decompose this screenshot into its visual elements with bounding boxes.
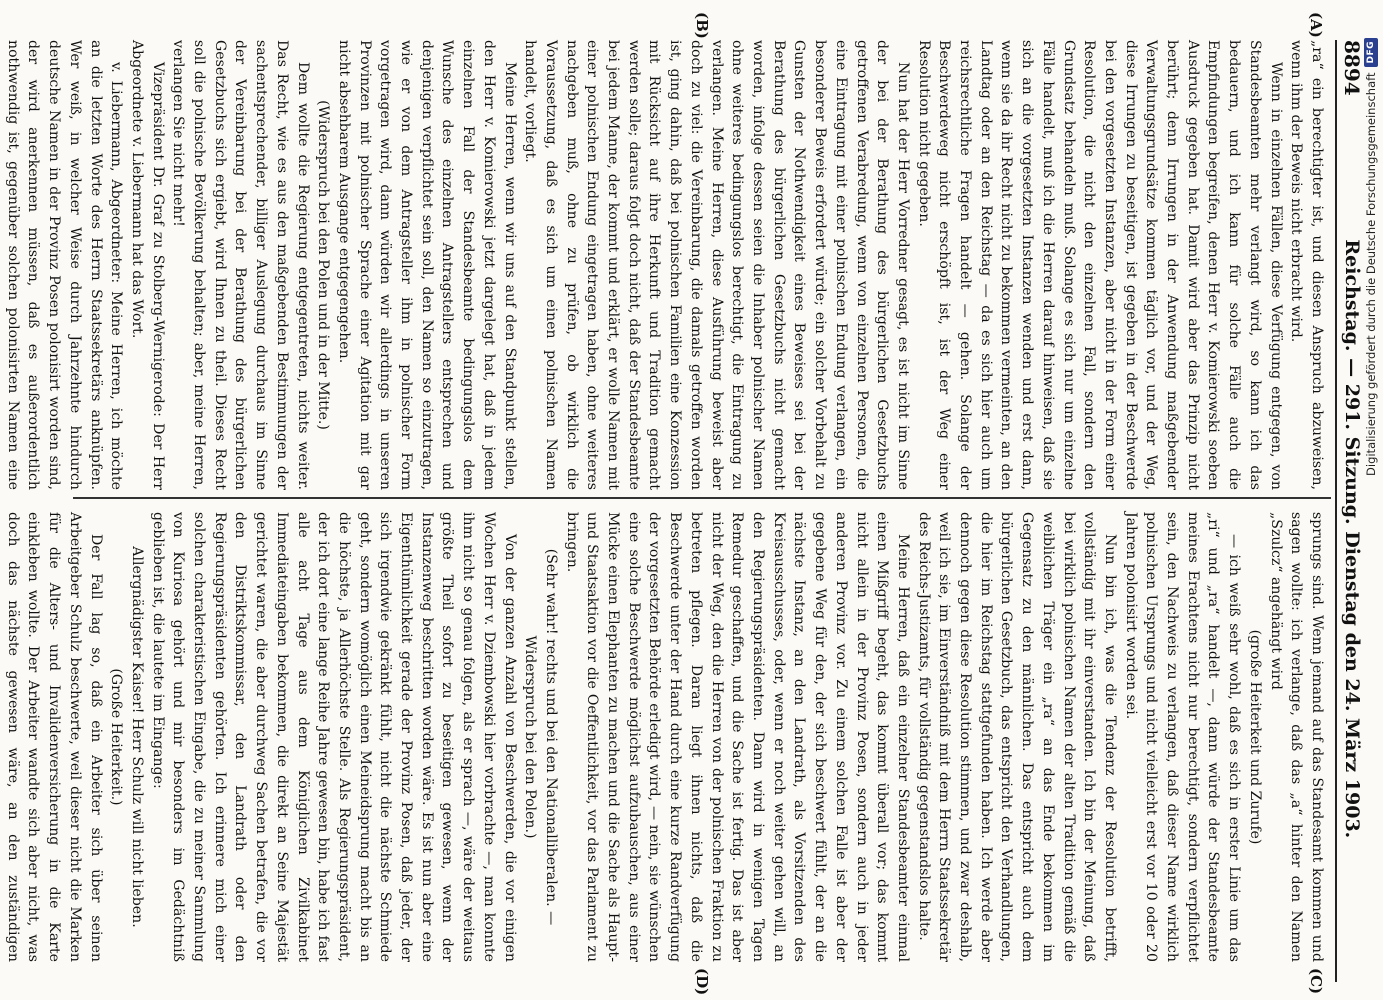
- margin-mark-c: (C): [1307, 968, 1325, 995]
- paragraph: sprungs sind. Wenn jemand auf das Standesamt kommen und sagen wollte: ich verlange, daß das „a“ hinter den Namen „Szulcz“ angehängt wird: [1267, 512, 1325, 962]
- margin-mark-b: (B): [693, 12, 711, 39]
- interjection: (große Heiterkeit und Zurufe): [1246, 629, 1263, 845]
- paragraph: Wenn in einzelnen Fällen, diese Verfügung entgegen, von Standesbeamten mehr verlangt wird, so kann ich das bedauern, und ich kann für solche Fälle auch die Empfindungen begreifen, denen Herr v. Komierowski soeben Ausdruck gegeben hat. Damit wird aber das Prinzip nicht berührt; denn Irrungen in der Anwendung maßgebender Verwaltungsgrundsätze kommen täglich vor, und der Weg, diese Irrungen zu beseitigen, ist gegeben in der Beschwerde bei den vorgesetzten Instanzen, aber nicht in der Form einer Resolution, die nicht den einzelnen Fall, sondern den Grundsatz behandeln muß. Solange es sich nur um einzelne Fälle handelt, muß ich die Herren darauf hinweisen, daß sie sich an die vorgesetzten Instanzen wenden und erst dann, wenn sie da ihr Recht nicht zu bekommen vermeinten, an den Landtag oder an den Reichstag — da es sich hier auch um reichsrechtliche Fragen handelt — gehen. Solange der Beschwerdeweg nicht erschöpft ist, ist der Weg einer Resolution nicht gegeben.: [915, 40, 1284, 490]
- imprint-text: Digitalisierung gefördert durch die Deutsche Forschungsgemeinschaft: [1363, 72, 1378, 476]
- speaker-paragraph: Vizepräsident Dr. Graf zu Stolberg-Wernigerode: Der Herr Abgeordnete v. Liebermann hat das Wort.: [128, 40, 166, 490]
- speaker-paragraph: v. Liebermann, Abgeordneter: Meine Herren, ich möchte an die letzten Worte des Herrn Staatssekretärs anknüpfen. Wer weiß, in welcher Weise durch Jahrzehnte hindurch deutsche Namen in der Provinz Posen polonisirt worden sind, der wird anerkennen müssen, daß es außerordentlich nothwendig ist, gegenüber solchen polonisirten Namen eine: [4, 40, 125, 490]
- quotation: Allergnädigster Kaiser! Herr Schulz will nicht lieben.: [128, 546, 145, 928]
- margin-mark-d: (D): [693, 968, 711, 996]
- paragraph: Meine Herren, daß ein einzelner Standesbeamter einmal einen Mißgriff begeht, das kommt überall vor; das kommt nicht allein in der Provinz Posen, sondern auch in jeder anderen Provinz vor. Zu einem solchen Falle ist aber der gegebene Weg für den, der sich beschwert fühlt, der an die nächste Instanz, an den Landrath, als Vorsitzenden des Kreisausschusses, oder, wenn er noch weiter gehen will, an den Regierungspräsidenten. Dann wird in wenigen Tagen Remedur geschaffen, und die Sache ist fertig. Das ist aber nicht der Weg, den die Herren von der polnischen Fraktion zu betreten pflegen. Daran liegt ihnen nichts, daß die Beschwerde unter der Hand durch eine kurze Randverfügung der vorgesetzten Behörde erledigt wird, — nein, sie wünschen eine solche Beschwerde möglichst aufzubauschen, aus einer Mücke einen Elephanten zu machen und die Sache als Haupt- und Staatsaktion vor die Oeffentlichkeit, vor das Parlament zu bringen.: [563, 512, 911, 962]
- paragraph: Dem wollte die Regierung entgegentreten, nichts weiter. Das Recht, wie es aus den maßgebenden Bestimmungen der sachentsprechender, billiger Auslegung durchaus im Sinne der Vereinbarung bei der Berathung des bürgerlichen Gesetzbuchs sich ergiebt, wird Ihnen zu theil. Dieses Recht soll die polnische Bevölkerung behalten; aber, meine Herren, verlangen Sie nicht mehr!: [170, 40, 311, 490]
- funding-imprint: [1358, 0, 1383, 1000]
- margin-mark-a: (A): [1307, 12, 1325, 38]
- dfg-logo: DFG: [1364, 38, 1378, 67]
- column-divider: [73, 497, 1331, 499]
- paragraph: Meine Herren, wenn wir uns auf den Standpunkt stellen, den Herr v. Komierowski jetzt dargelegt hat, daß in jedem einzelnen Fall der Standesbeamte bedingungslos dem Wunsche des einzelnen Antragstellers entsprechen und denjenigen verpflichtet sein soll, den Namen so einzutragen, wie er von dem Antragsteller ihm in polnischer Form vorgetragen wird, dann würden wir allerdings in unseren Provinzen mit polnischer Sprache einer Agitation mit gar nicht absehbarem Ausgange entgegengehen.: [335, 40, 518, 490]
- interjection: (Sehr wahr! rechts und bei den Nationalliberalen. — Widerspruch bei den Polen.): [522, 548, 559, 926]
- paragraph: Von der ganzen Anzahl von Beschwerden, die vor einigen Wochen Herr v. Dziembowski hier vorbrachte —, man konnte ihm nicht so genau folgen, als er sprach —, wäre der weitaus größte Theil sofort zu beseitigen gewesen, wenn der Instanzenweg beschritten worden wäre. Es ist nun aber eine Eigenthümlichkeit gerade der Provinz Posen, daß jeder, der sich irgendwie gekränkt fühlt, nicht die nächste Schmiede geht, sondern womöglich einen Meineidsprung macht bis an die höchste, ja Allerhöchste Stelle. Als Regierungspräsident, der ich dort eine lange Reihe Jahre gewesen bin, habe ich fast alle acht Tage aus dem Königlichen Zivilkabinet Immediateingaben bekommen, die direkt an Seine Majestät gerichtet waren, die aber durchweg Sachen betrafen, die vor den Distriktskommissar, den Landrath oder den Regierungspräsidenten gehörten. Ich erinnere mich einer solchen charakteristischen Eingabe, die zu meiner Sammlung von Kuriosa gehört und mir besonders im Gedächtniß geblieben ist, die lautete im Eingange:: [149, 512, 518, 962]
- left-column: [4, 40, 1327, 490]
- page-number: 8894: [1340, 40, 1364, 96]
- paragraph: — ich weiß sehr wohl, daß es sich in erster Linie um das „ri“ und „ra“ handelt —, dann würde der Standesbeamte meines Erachtens nicht nur berechtigt, sondern verpflichtet sein, den Nachweis zu verlangen, daß dieser Name wirklich polnischen Ursprungs und nicht vielleicht erst vor 10 oder 20 Jahren polonisirt worden sei.: [1122, 512, 1243, 962]
- interjection: (Widerspruch bei den Polen und in der Mitte.): [315, 100, 332, 430]
- paragraph: Nun bin ich, was die Tendenz der Resolution betrifft, vollständig mit ihr einverstanden. Ich bin der Meinung, daß bei wirklich polnischen Namen der alten Tradition gemäß die weiblichen Träger ein „ra“ an das Ende bekommen im Gegensatz zu den männlichen. Das entspricht auch dem bürgerlichen Gesetzbuch, das entspricht den Verhandlungen, die hier im Reichstag stattgefunden haben. Ich werde aber dennoch gegen diese Resolution stimmen, und zwar deshalb, weil ich sie, im Einverständniß mit dem Herrn Staatssekretär des Reichs-Justizamts, für vollständig gegenstandslos halte.: [915, 512, 1118, 962]
- right-column: [4, 512, 1327, 962]
- paragraph: Der Fall lag so, daß ein Arbeiter sich über seinen Arbeitgeber Schulz beschwerte, weil dieser nicht die Marken für die Alters- und Invalidenversicherung in die Karte einkleben wollte. Der Arbeiter wandte sich aber nicht, was doch das nächste gewesen wäre, an den zuständigen: [4, 512, 104, 962]
- interjection: (Große Heiterkeit.): [108, 668, 125, 806]
- paragraph: Nun hat der Herr Vorredner gesagt, es ist nicht im Sinne der bei der Berathung des bürgerlichen Gesetzbuchs getroffenen Verabredung, wenn von einzelnen Personen, die eine Eintragung mit einer polnischen Endung verlangen, ein besonderer Beweis erfordert würde; ein solcher Vorbehalt zu Gunsten der Nothwendigkeit eines Beweises sei bei der Berathung des bürgerlichen Gesetzbuchs nicht gemacht worden, infolge dessen seien die Inhaber polnischer Namen ohne weiteres bedingungslos berechtigt, die Eintragung zu verlangen. Meine Herren, diese Ausführung beweist aber doch zu viel: die Vereinbarung, die damals getroffen worden ist, ging dahin, daß bei polnischen Familien eine Konzession mit Rücksicht auf ihre Herkunft und Tradition gemacht werden solle; daraus folgt doch nicht, daß der Standesbeamte bei jedem Manne, der kommt und erklärt, er wolle Namen mit einer polnischen Endung eingetragen haben, ohne weiteres nachgeben muß, ohne zu prüfen, ob wirklich die Voraussetzung, daß es sich um einen polnischen Namen handelt, vorliegt.: [522, 40, 911, 490]
- paragraph: „ra“ ein berechtigter ist, und diesen Anspruch abzuweisen, wenn ihm der Beweis nicht erbracht wird.: [1288, 40, 1325, 490]
- page-title: Reichstag. — 291. Sitzung. Dienstag den 24. März 1903.: [1341, 239, 1363, 839]
